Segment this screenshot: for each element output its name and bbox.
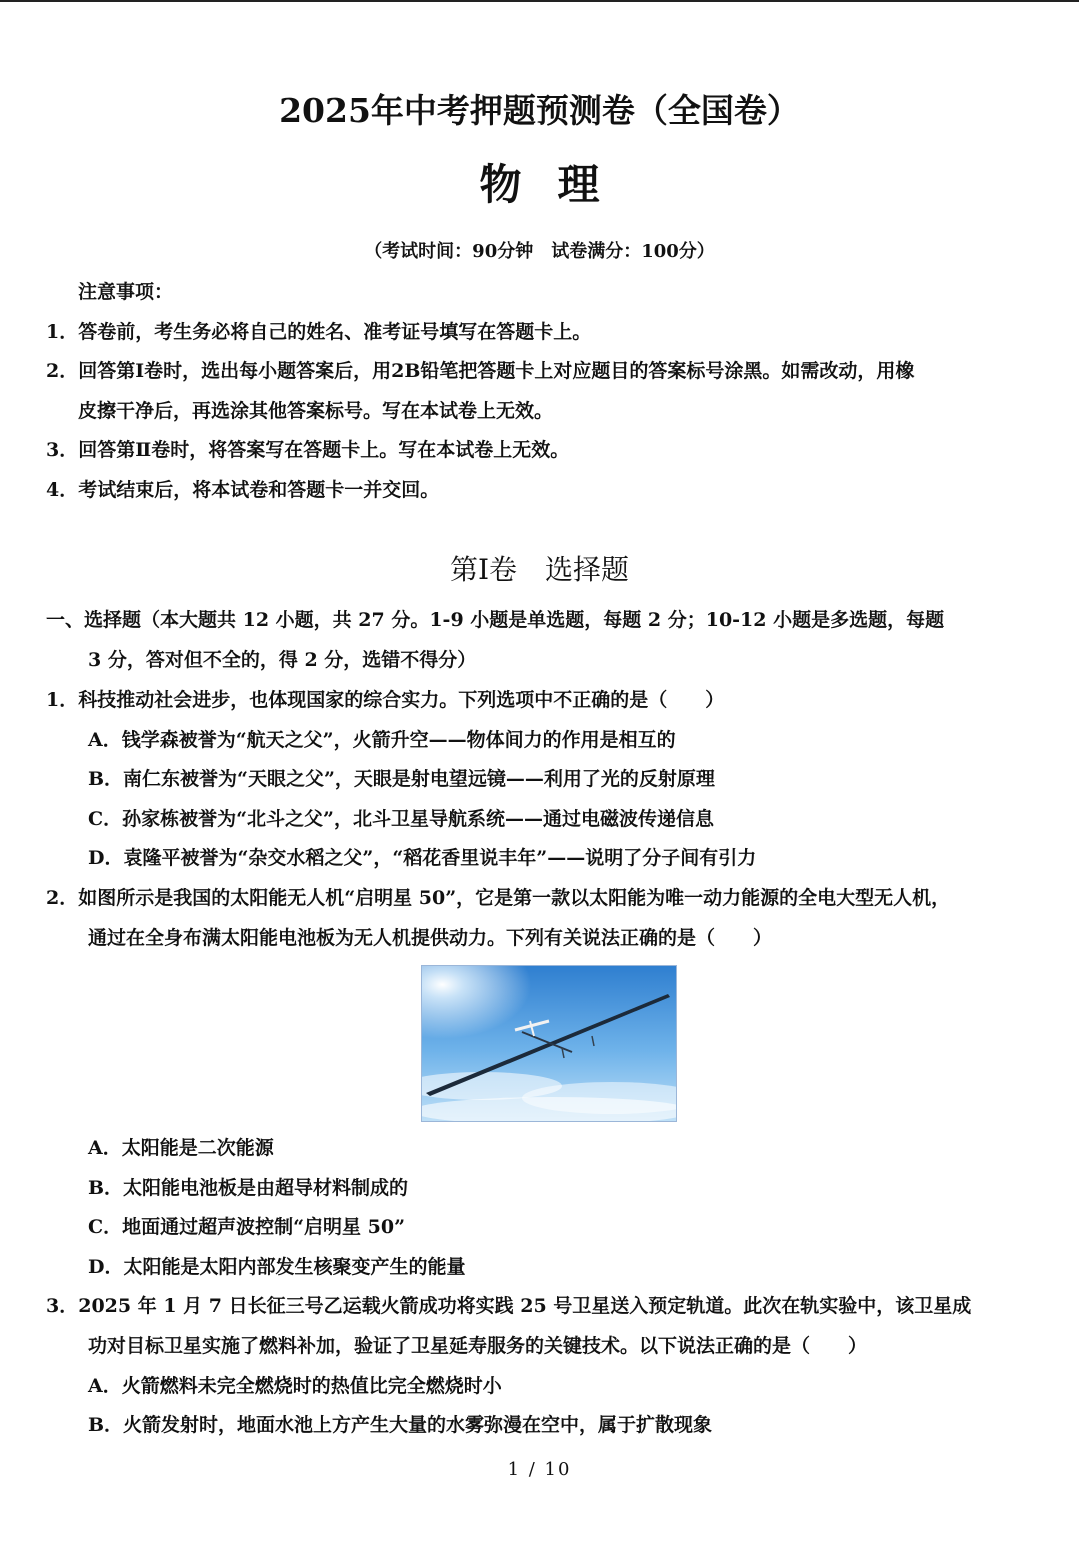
part-title: 第Ⅰ卷 选择题 [449, 553, 630, 586]
notes-heading: 注意事项： [78, 281, 174, 303]
question-stem [46, 886, 950, 910]
subject-title: 物理 [479, 160, 636, 209]
note-text: 答卷前，考生务必将自己的姓名、准考证号填写在答题卡上。 [78, 321, 592, 343]
question-option: C．孙家栋被誉为“北斗之父”，北斗卫星导航系统——通过电磁波传递信息 [88, 808, 714, 830]
question-number: 1． [46, 689, 79, 711]
note-number: 1． [46, 321, 79, 343]
note-text-continued: 皮擦干净后，再选涂其他答案标号。写在本试卷上无效。 [78, 400, 554, 422]
question-option: B．南仁东被誉为“天眼之父”，天眼是射电望远镜——利用了光的反射原理 [88, 768, 715, 790]
question-text: 如图所示是我国的太阳能无人机“启明星 50”，它是第一款以太阳能为唯一动力能源的全电大型无人机， [78, 887, 951, 909]
exam-time-info: （考试时间：90分钟 试卷满分：100分） [364, 241, 715, 262]
note-item [46, 438, 569, 462]
question-text: 科技推动社会进步，也体现国家的综合实力。下列选项中不正确的是（ ） [78, 689, 725, 711]
question-text: 2025 年 1 月 7 日长征三号乙运载火箭成功将实践 25 号卫星送入预定轨道。此次在轨实验中，该卫星成 [78, 1295, 972, 1317]
question-option: A．钱学森被誉为“航天之父”，火箭升空——物体间力的作用是相互的 [88, 729, 676, 751]
solar-drone-photo [421, 965, 677, 1122]
section-instructions: 一、选择题（本大题共 12 小题，共 27 分。1-9 小题是单选题，每题 2 分；10-12 小题是多选题，每题 [46, 609, 945, 631]
question-stem [46, 688, 724, 712]
question-number: 3． [46, 1295, 79, 1317]
solar-drone-illustration [422, 966, 676, 1121]
note-text: 回答第Ⅰ卷时，选出每小题答案后，用2B铅笔把答题卡上对应题目的答案标号涂黑。如需改动，用橡 [78, 360, 915, 382]
cloud [422, 1097, 676, 1121]
exam-title: 2025年中考押题预测卷（全国卷） [279, 91, 800, 130]
note-number: 3． [46, 439, 79, 461]
question-option: C．地面通过超声波控制“启明星 50” [88, 1216, 406, 1238]
note-item [46, 320, 591, 344]
question-option: B．太阳能电池板是由超导材料制成的 [88, 1177, 409, 1199]
note-item [46, 478, 439, 502]
question-option: A．火箭燃料未完全燃烧时的热值比完全燃烧时小 [88, 1375, 502, 1397]
note-text: 回答第Ⅱ卷时，将答案写在答题卡上。写在本试卷上无效。 [78, 439, 570, 461]
note-item [46, 359, 914, 383]
question-option: D．袁隆平被誉为“杂交水稻之父”，“稻花香里说丰年”——说明了分子间有引力 [88, 847, 757, 869]
question-number: 2． [46, 887, 79, 909]
note-number: 4． [46, 479, 79, 501]
note-text: 考试结束后，将本试卷和答题卡一并交回。 [78, 479, 440, 501]
question-stem-continued: 通过在全身布满太阳能电池板为无人机提供动力。下列有关说法正确的是（ ） [88, 927, 773, 949]
question-option: B．火箭发射时，地面水池上方产生大量的水雾弥漫在空中，属于扩散现象 [88, 1414, 713, 1436]
question-stem [46, 1294, 971, 1318]
note-number: 2． [46, 360, 79, 382]
top-border [0, 0, 1079, 2]
page-number: 1 / 10 [507, 1459, 572, 1480]
question-option: D．太阳能是太阳内部发生核聚变产生的能量 [88, 1256, 466, 1278]
question-stem-continued: 功对目标卫星实施了燃料补加，验证了卫星延寿服务的关键技术。以下说法正确的是（ ） [88, 1335, 868, 1357]
question-option: A．太阳能是二次能源 [88, 1137, 274, 1159]
section-instructions-continued: 3 分，答对但不全的，得 2 分，选错不得分） [88, 649, 477, 671]
